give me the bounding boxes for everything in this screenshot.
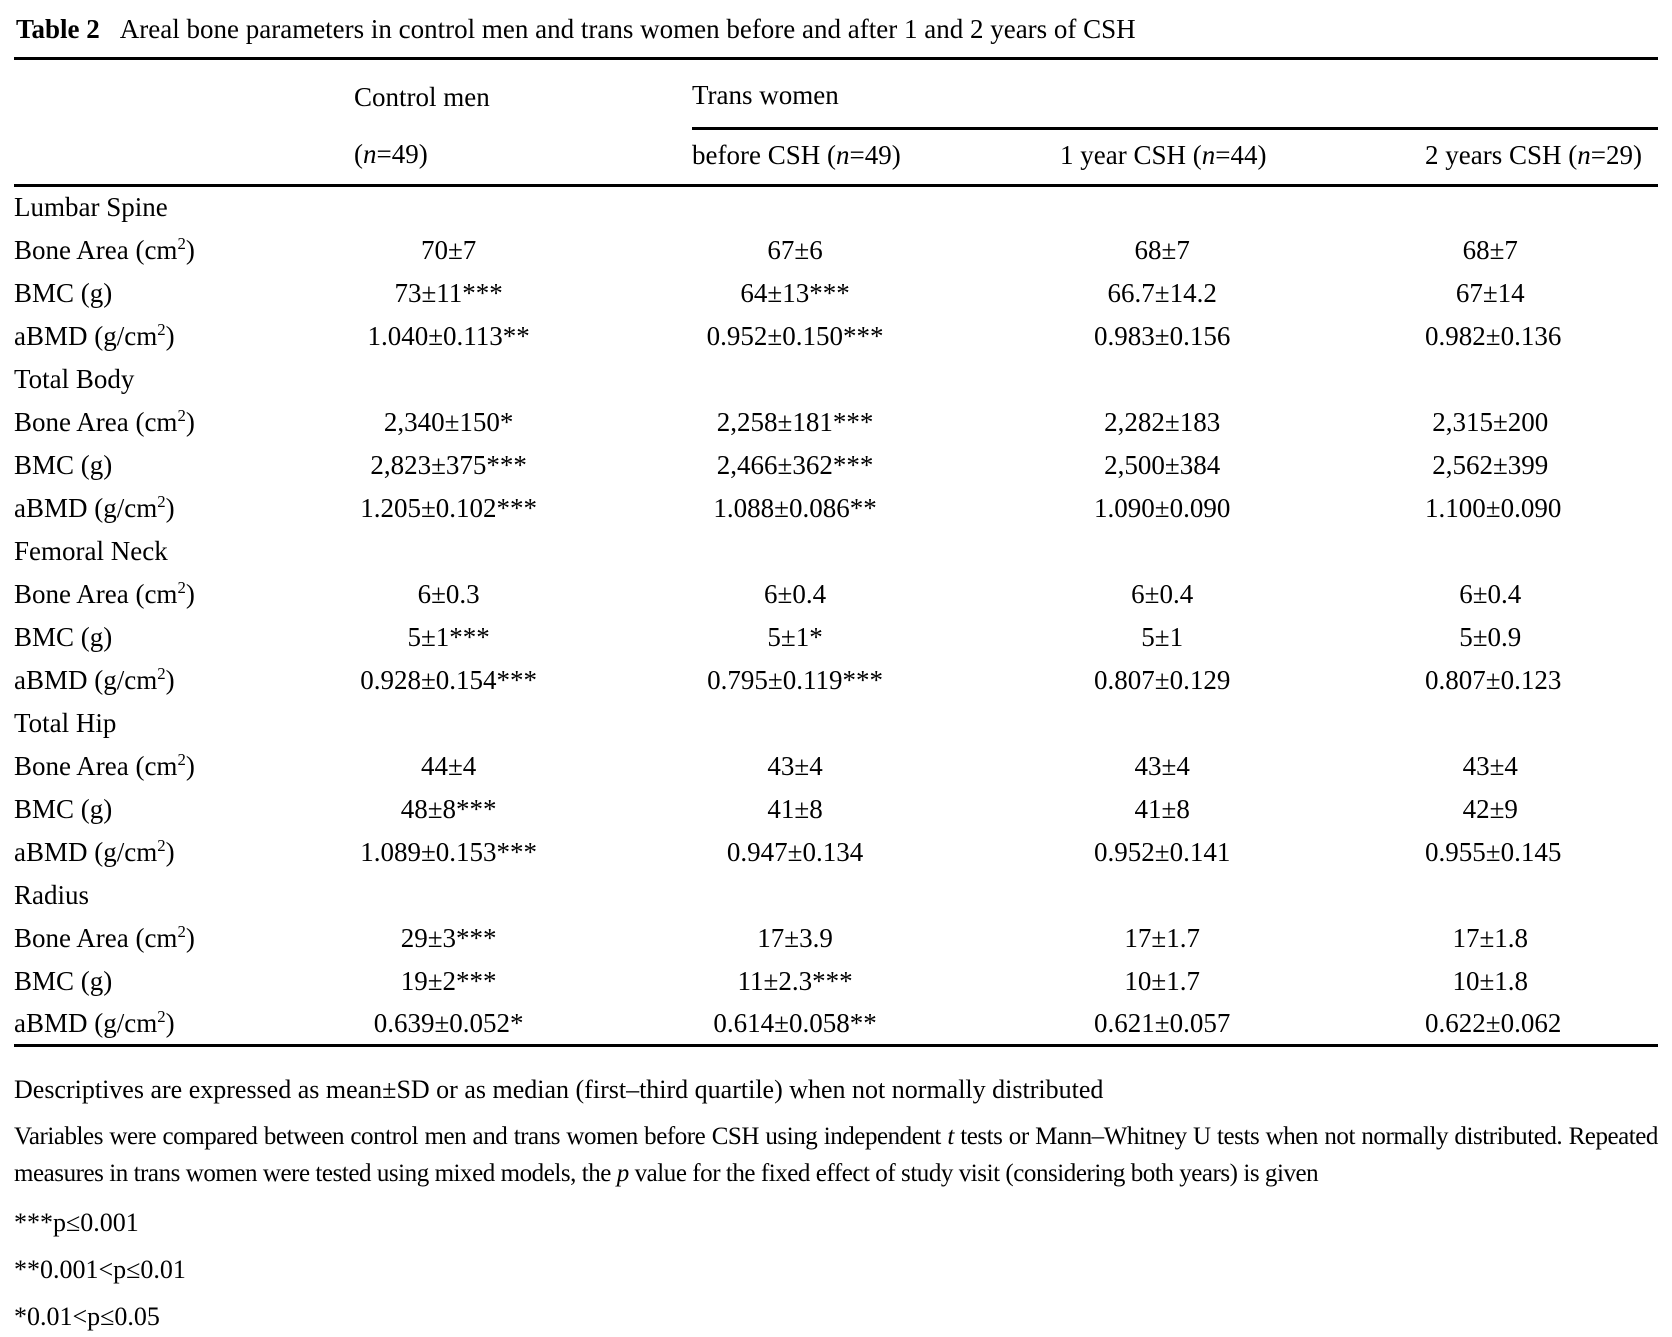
- row-label-text: aBMD (g/cm: [14, 664, 158, 695]
- row-label-text: BMC (g): [14, 277, 113, 308]
- row-label-superscript: 2: [177, 233, 186, 253]
- table-row: [14, 960, 1658, 1003]
- table-cell: [692, 315, 1060, 358]
- table-cell: [692, 573, 1060, 616]
- table-row: [14, 487, 1658, 530]
- row-label: [14, 960, 354, 1003]
- table-cell: [692, 487, 1060, 530]
- section-row: [14, 186, 1658, 229]
- table-cell: [692, 272, 1060, 315]
- table-cell: [1425, 659, 1658, 702]
- cell-value: 1.040±0.113**: [367, 320, 530, 351]
- table-cell: [692, 1003, 1060, 1046]
- header-empty-cell: [14, 129, 354, 186]
- row-label-text: ): [185, 750, 195, 781]
- table-cell: [1060, 573, 1425, 616]
- row-label-text: ): [165, 836, 175, 867]
- cell-value: 70±7: [420, 234, 477, 265]
- table-cell: [692, 444, 1060, 487]
- header-italic-n: n: [1577, 139, 1591, 170]
- header-text: 2 years CSH (: [1425, 139, 1578, 170]
- cell-value: 64±13***: [740, 277, 850, 308]
- row-label-text: aBMD (g/cm: [14, 320, 158, 351]
- footnote: [14, 1298, 1658, 1335]
- header-text: =44): [1215, 139, 1267, 170]
- header-text: =29): [1590, 139, 1642, 170]
- cell-value: 67±6: [767, 234, 823, 265]
- cell-value: 1.088±0.086**: [713, 492, 877, 523]
- cell-value: 41±8: [767, 793, 823, 824]
- table-cell: [1060, 659, 1425, 702]
- row-label-text: ): [165, 492, 175, 523]
- row-label-text: ): [165, 1007, 175, 1038]
- cell-value: 68±7: [1134, 234, 1190, 265]
- footnote: [14, 1071, 1658, 1108]
- cell-value: 6±0.4: [1459, 578, 1522, 609]
- section-row: [14, 358, 1658, 401]
- row-label-text: ): [165, 320, 175, 351]
- cell-value: 5±0.9: [1459, 621, 1522, 652]
- row-label-superscript: 2: [157, 835, 166, 855]
- cell-value: 0.795±0.119***: [707, 664, 883, 695]
- cell-value: 1.100±0.090: [1425, 492, 1562, 523]
- header-text: =49): [376, 138, 428, 169]
- cell-value: 17±1.7: [1124, 922, 1200, 953]
- header-empty-cell: [14, 59, 354, 129]
- cell-value: 44±4: [420, 750, 477, 781]
- row-label-text: Bone Area (cm: [14, 578, 178, 609]
- table-cell: [692, 616, 1060, 659]
- section-header: Lumbar Spine: [14, 192, 168, 223]
- table-cell: [354, 272, 692, 315]
- row-label-text: Bone Area (cm: [14, 750, 178, 781]
- table-cell: [1425, 272, 1658, 315]
- row-label-text: ): [185, 922, 195, 953]
- cell-value: 0.982±0.136: [1425, 320, 1562, 351]
- cell-value: 48±8***: [400, 793, 497, 824]
- table-cell: [1425, 401, 1658, 444]
- table-cell: [1425, 315, 1658, 358]
- table-cell: [692, 745, 1060, 788]
- table-cell: [1425, 745, 1658, 788]
- table-cell: [354, 229, 692, 272]
- table-cell: [1060, 229, 1425, 272]
- footnotes: [14, 1071, 1658, 1335]
- footnote: [14, 1251, 1658, 1288]
- table-cell: [692, 229, 1060, 272]
- cell-value: 11±2.3***: [737, 965, 853, 996]
- row-label-text: Bone Area (cm: [14, 406, 178, 437]
- row-label-text: BMC (g): [14, 621, 113, 652]
- footnote-text: Variables were compared between control men and trans women before CSH using independent: [14, 1123, 948, 1150]
- cell-value: 2,823±375***: [370, 449, 527, 480]
- table-cell: [692, 659, 1060, 702]
- row-label: [14, 401, 354, 444]
- cell-value: 1.205±0.102***: [360, 492, 538, 523]
- cell-value: 29±3***: [400, 922, 497, 953]
- table-cell: [354, 573, 692, 616]
- cell-value: 0.983±0.156: [1094, 320, 1231, 351]
- cell-value: 67±14: [1455, 277, 1525, 308]
- table-cell: [1425, 229, 1658, 272]
- cell-value: 43±4: [1134, 750, 1190, 781]
- table-row: [14, 788, 1658, 831]
- cell-value: 17±3.9: [757, 922, 833, 953]
- row-label: [14, 229, 354, 272]
- row-label-text: aBMD (g/cm: [14, 1007, 158, 1038]
- cell-value: 41±8: [1134, 793, 1190, 824]
- cell-value: 6±0.4: [1131, 578, 1194, 609]
- section-row: [14, 874, 1658, 917]
- cell-value: 5±1*: [767, 621, 823, 652]
- header-italic-n: n: [1201, 139, 1216, 170]
- table-row: [14, 831, 1658, 874]
- row-label-superscript: 2: [177, 749, 186, 769]
- header-sub-row: [14, 129, 1658, 186]
- row-label: [14, 659, 354, 702]
- row-label-superscript: 2: [157, 491, 166, 511]
- footnote: [14, 1204, 1658, 1241]
- table-number: Table 2: [16, 14, 100, 44]
- cell-value: 68±7: [1462, 234, 1518, 265]
- section-header: Total Body: [14, 363, 135, 394]
- table-cell: [1425, 444, 1658, 487]
- cell-value: 2,340±150*: [383, 406, 514, 437]
- row-label-text: Bone Area (cm: [14, 234, 178, 265]
- table-cell: [1425, 960, 1658, 1003]
- row-label-superscript: 2: [157, 1006, 166, 1026]
- table-row: [14, 315, 1658, 358]
- table-cell: [692, 917, 1060, 960]
- row-label-text: BMC (g): [14, 449, 113, 480]
- table-cell: [692, 401, 1060, 444]
- table-cell: [354, 831, 692, 874]
- table-row: [14, 1003, 1658, 1046]
- row-label: [14, 745, 354, 788]
- table-cell: [1060, 444, 1425, 487]
- section-header: Radius: [14, 879, 90, 910]
- table-cell: [354, 401, 692, 444]
- cell-value: 2,562±399: [1432, 449, 1549, 480]
- row-label-text: Bone Area (cm: [14, 922, 178, 953]
- row-label-text: ): [165, 664, 175, 695]
- row-label: [14, 573, 354, 616]
- table-cell: [1425, 487, 1658, 530]
- cell-value: 6±0.4: [764, 578, 827, 609]
- table-row: [14, 659, 1658, 702]
- table-cell: [354, 487, 692, 530]
- footnote-italic-term: p: [616, 1160, 629, 1187]
- cell-value: 43±4: [767, 750, 823, 781]
- table-cell: [1060, 831, 1425, 874]
- cell-value: 2,500±384: [1104, 449, 1221, 480]
- cell-value: 0.622±0.062: [1425, 1007, 1562, 1038]
- table-cell: [1425, 573, 1658, 616]
- footnote-text: *0.01<p≤0.05: [14, 1302, 160, 1331]
- table-cell: [1425, 917, 1658, 960]
- col-group-control-men: Control men: [354, 81, 490, 112]
- table-row: [14, 616, 1658, 659]
- table-cell: [354, 788, 692, 831]
- table-caption: [14, 0, 1658, 57]
- section-header: Total Hip: [14, 707, 117, 738]
- section-header: Femoral Neck: [14, 535, 168, 566]
- col-header-before-csh: [692, 129, 1060, 186]
- cell-value: 10±1.7: [1124, 965, 1200, 996]
- table-row: [14, 444, 1658, 487]
- footnote-text: Descriptives are expressed as mean±SD or as median (first–third quartile) when not normally distributed: [14, 1075, 1104, 1104]
- cell-value: 0.955±0.145: [1425, 836, 1562, 867]
- footnote-text: tests or Mann–Whitney U tests when not normally distributed. Repeated measures in trans women were tested using mixed models, the: [14, 1123, 1658, 1187]
- header-italic-n: n: [363, 138, 377, 169]
- footnote-italic-term: t: [947, 1123, 954, 1150]
- col-header-1-year-csh: [1060, 129, 1425, 186]
- table-cell: [354, 1003, 692, 1046]
- row-label-text: ): [185, 578, 195, 609]
- table-row: [14, 229, 1658, 272]
- table-cell: [1060, 616, 1425, 659]
- cell-value: 0.952±0.150***: [706, 320, 884, 351]
- row-label: [14, 831, 354, 874]
- cell-value: 2,282±183: [1104, 406, 1221, 437]
- col-group-trans-women: Trans women: [692, 59, 1658, 129]
- row-label: [14, 788, 354, 831]
- row-label: [14, 272, 354, 315]
- table-cell: [354, 444, 692, 487]
- cell-value: 1.090±0.090: [1094, 492, 1231, 523]
- table-cell: [354, 315, 692, 358]
- cell-value: 66.7±14.2: [1107, 277, 1217, 308]
- table-cell: [1060, 960, 1425, 1003]
- cell-value: 5±1: [1141, 621, 1184, 652]
- table-cell: [1060, 487, 1425, 530]
- table-title: Areal bone parameters in control men and trans women before and after 1 and 2 years of CSH: [119, 14, 1136, 44]
- cell-value: 0.807±0.129: [1094, 664, 1231, 695]
- cell-value: 42±9: [1462, 793, 1518, 824]
- cell-value: 0.614±0.058**: [713, 1007, 877, 1038]
- table-cell: [1060, 401, 1425, 444]
- table-row: [14, 401, 1658, 444]
- row-label-text: BMC (g): [14, 965, 113, 996]
- cell-value: 1.089±0.153***: [360, 836, 538, 867]
- table-cell: [1425, 788, 1658, 831]
- cell-value: 43±4: [1462, 750, 1518, 781]
- table-cell: [1425, 616, 1658, 659]
- cell-value: 73±11***: [394, 277, 503, 308]
- row-label: [14, 1003, 354, 1046]
- row-label: [14, 917, 354, 960]
- row-label-superscript: 2: [177, 921, 186, 941]
- header-text: before CSH (: [692, 139, 836, 170]
- table-cell: [692, 788, 1060, 831]
- header-group-row: [14, 59, 1658, 129]
- table-row: [14, 917, 1658, 960]
- cell-value: 2,466±362***: [716, 449, 874, 480]
- table-row: [14, 272, 1658, 315]
- cell-value: 6±0.3: [417, 578, 480, 609]
- cell-value: 17±1.8: [1452, 922, 1529, 953]
- cell-value: 0.807±0.123: [1425, 664, 1562, 695]
- table-cell: [1060, 917, 1425, 960]
- cell-value: 10±1.8: [1452, 965, 1529, 996]
- footnote-text: value for the fixed effect of study visit (considering both years) is given: [628, 1160, 1319, 1187]
- header-italic-n: n: [835, 139, 850, 170]
- table-row: [14, 573, 1658, 616]
- table-cell: [1060, 788, 1425, 831]
- table-cell: [354, 745, 692, 788]
- row-label-superscript: 2: [177, 577, 186, 597]
- row-label: [14, 487, 354, 530]
- header-text: 1 year CSH (: [1060, 139, 1202, 170]
- row-label-superscript: 2: [157, 663, 166, 683]
- row-label-text: aBMD (g/cm: [14, 836, 158, 867]
- col-header-2-years-csh: [1425, 129, 1658, 186]
- table-cell: [1060, 272, 1425, 315]
- cell-value: 0.952±0.141: [1094, 836, 1231, 867]
- section-row: [14, 702, 1658, 745]
- table-cell: [1060, 745, 1425, 788]
- row-label-text: ): [185, 406, 195, 437]
- cell-value: 0.947±0.134: [726, 836, 864, 867]
- table-cell: [354, 616, 692, 659]
- table-cell: [354, 659, 692, 702]
- cell-value: 19±2***: [400, 965, 497, 996]
- table-cell: [692, 960, 1060, 1003]
- cell-value: 2,258±181***: [716, 406, 874, 437]
- table-cell: [1060, 1003, 1425, 1046]
- table-cell: [1425, 1003, 1658, 1046]
- cell-value: 0.621±0.057: [1094, 1007, 1231, 1038]
- header-text: (: [354, 138, 363, 169]
- row-label-superscript: 2: [157, 319, 166, 339]
- row-label-text: aBMD (g/cm: [14, 492, 158, 523]
- col-header-control-n: [354, 129, 692, 186]
- header-text: =49): [849, 139, 901, 170]
- table-cell: [1425, 831, 1658, 874]
- row-label-text: ): [185, 234, 195, 265]
- table-cell: [692, 831, 1060, 874]
- row-label-text: BMC (g): [14, 793, 113, 824]
- areal-bone-parameters-table: [14, 57, 1658, 1047]
- table-row: [14, 745, 1658, 788]
- footnote-text: ***p≤0.001: [14, 1208, 139, 1237]
- cell-value: 5±1***: [407, 621, 490, 652]
- table-cell: [1060, 315, 1425, 358]
- table-cell: [354, 917, 692, 960]
- footnote: [14, 1118, 1658, 1192]
- row-label: [14, 444, 354, 487]
- footnote-text: **0.001<p≤0.01: [14, 1255, 186, 1284]
- row-label: [14, 315, 354, 358]
- row-label: [14, 616, 354, 659]
- table-cell: [354, 960, 692, 1003]
- row-label-superscript: 2: [177, 405, 186, 425]
- cell-value: 0.928±0.154***: [360, 664, 538, 695]
- section-row: [14, 530, 1658, 573]
- cell-value: 2,315±200: [1432, 406, 1549, 437]
- cell-value: 0.639±0.052*: [373, 1007, 524, 1038]
